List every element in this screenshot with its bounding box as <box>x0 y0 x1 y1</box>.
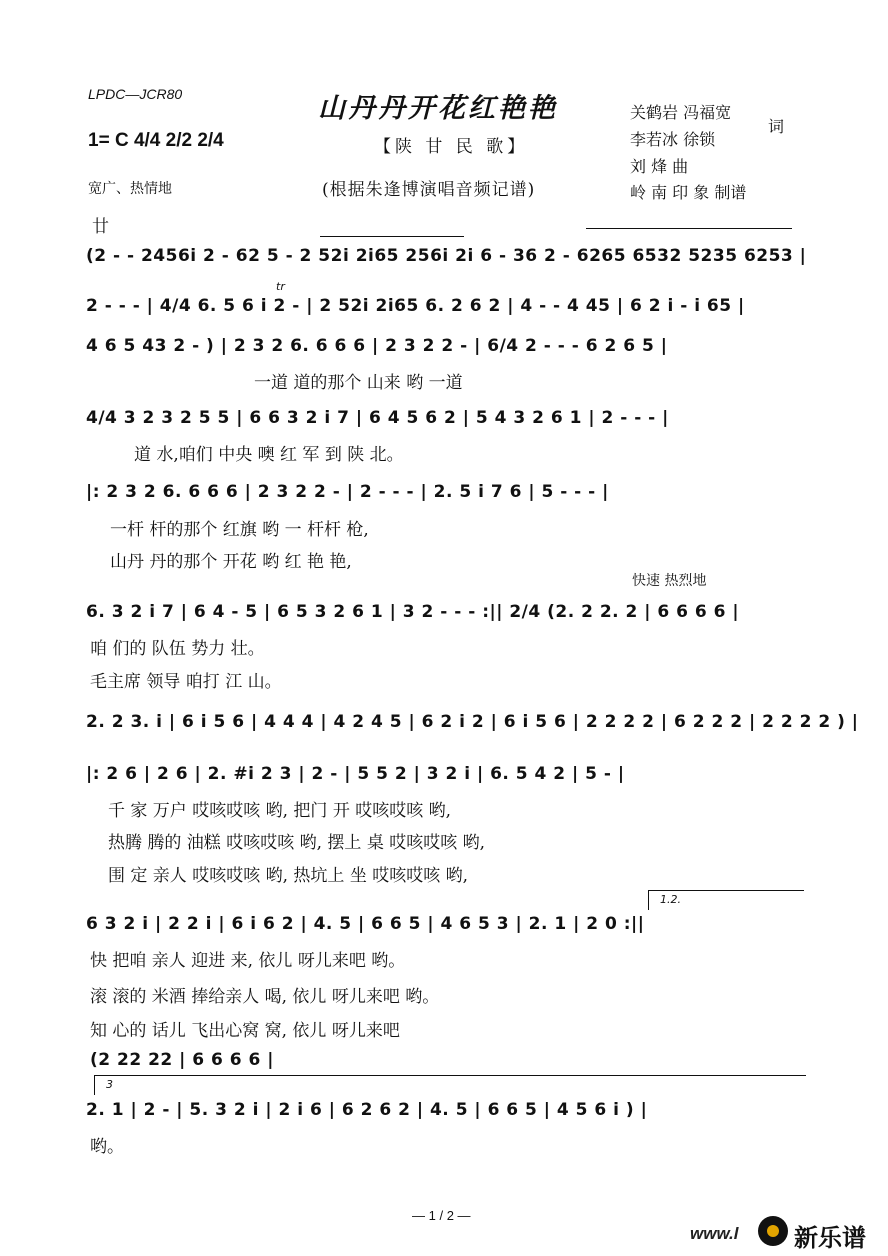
lyric-row-4: 道 水,咱们 中央 噢 红 军 到 陕 北。 <box>134 445 404 465</box>
lyric-row-3: 一道 道的那个 山来 哟 一道 <box>254 373 463 393</box>
lyric-row-5-verse-1: 一杆 杆的那个 红旗 哟 一 杆杆 枪, <box>110 520 369 540</box>
notation-row-3: 4 6 5 43 2 - ) | 2 3 2 6. 6 6 6 | 2 3 2 2 - | 6/4 2 - - - 6 2 6 5 | <box>86 336 668 356</box>
song-title: 山丹丹开花红艳艳 <box>318 93 558 124</box>
tempo-change: 快速 热烈地 <box>632 573 707 589</box>
notation-row-9: 6 3 2 i | 2 2 i | 6 i 6 2 | 4. 5 | 6 6 5 | 4 6 5 3 | 2. 1 | 2 0 :|| <box>86 914 645 934</box>
score-code: LPDC—JCR80 <box>88 86 183 102</box>
watermark-logo-icon <box>758 1216 788 1246</box>
volta-bracket-1-2 <box>648 890 804 891</box>
notation-row-6: 6. 3 2 i 7 | 6 4 - 5 | 6 5 3 2 6 1 | 3 2 - - - :|| 2/4 (2. 2 2. 2 | 6 6 6 6 | <box>86 602 740 622</box>
lyric-row-9-verse-2: 滚 滚的 米酒 捧给亲人 喝, 依儿 呀儿来吧 哟。 <box>90 987 440 1007</box>
volta-label-3: 3 <box>106 1078 113 1091</box>
transcription-source: (根据朱逢博演唱音频记谱) <box>322 180 536 200</box>
page-number-text: 1 / 2 <box>428 1208 454 1223</box>
notation-row-11: 2. 1 | 2 - | 5. 3 2 i | 2 i 6 | 6 2 6 2 | 4. 5 | 6 6 5 | 4 5 6 i ) | <box>86 1100 648 1120</box>
notation-row-1: (2 - - 2456i 2 - 62 5 - 2 52i 2i65 256i 2i 6 - 36 2 - 6265 6532 5235 6253 | <box>86 246 807 266</box>
lyric-row-11: 哟。 <box>90 1137 124 1157</box>
volta-bracket-3 <box>94 1075 806 1076</box>
song-genre: 【陕 甘 民 歌】 <box>374 137 529 157</box>
lyric-row-8-verse-1: 千 家 万户 哎咳哎咳 哟, 把门 开 哎咳哎咳 哟, <box>108 801 452 821</box>
watermark-brand: 新乐谱 <box>794 1224 866 1252</box>
lyric-row-5-verse-2: 山丹 丹的那个 开花 哟 红 艳 艳, <box>110 552 352 572</box>
page-number: — 1 / 2 — <box>412 1208 471 1223</box>
lyric-row-6-verse-1: 咱 们的 队伍 势力 壮。 <box>90 639 265 659</box>
lyric-row-6-verse-2: 毛主席 领导 咱打 江 山。 <box>90 672 282 692</box>
transcriber-line: 岭 南 印 象 制谱 <box>630 183 747 202</box>
notation-row-7: 2. 2 3. i | 6 i 5 6 | 4 4 4 | 4 2 4 5 | 6 2 i 2 | 6 i 5 6 | 2 2 2 2 | 6 2 2 2 | 2 2 2 2 ) | <box>86 712 859 732</box>
volta-label-1-2: 1.2. <box>660 893 681 906</box>
watermark-url: www.l <box>690 1224 739 1243</box>
notation-row-8: |: 2 6 | 2 6 | 2. #i 2 3 | 2 - | 5 5 2 | 3 2 i | 6. 5 4 2 | 5 - | <box>86 764 625 784</box>
lyrics-label: 词 <box>768 117 785 136</box>
trill-mark: tr <box>276 280 285 293</box>
notation-row-2: 2 - - - | 4/4 6. 5 6 i 2 - | 2 52i 2i65 6. 2 6 2 | 4 - - 4 45 | 6 2 i - i 65 | <box>86 296 745 316</box>
lyric-row-8-verse-3: 围 定 亲人 哎咳哎咳 哟, 热坑上 坐 哎咳哎咳 哟, <box>108 866 469 886</box>
notation-row-5: |: 2 3 2 6. 6 6 6 | 2 3 2 2 - | 2 - - - | 2. 5 i 7 6 | 5 - - - | <box>86 482 609 502</box>
slur-line <box>320 236 464 237</box>
lyric-row-9-verse-3: 知 心的 话儿 飞出心窝 窝, 依儿 呀儿来吧 <box>90 1021 400 1041</box>
notation-row-4: 4/4 3 2 3 2 5 5 | 6 6 3 2 i 7 | 6 4 5 6 2 | 5 4 3 2 6 1 | 2 - - - | <box>86 408 669 428</box>
volta-bracket-edge <box>94 1075 95 1095</box>
notation-row-10: (2 22 22 | 6 6 6 6 | <box>90 1050 274 1070</box>
lyric-row-9-verse-1: 快 把咱 亲人 迎进 来, 依儿 呀儿来吧 哟。 <box>90 951 406 971</box>
composer-line: 刘 烽 曲 <box>630 157 689 176</box>
key-signature: 1= C 4/4 2/2 2/4 <box>88 130 224 151</box>
volta-bracket-edge <box>648 890 649 910</box>
lyricists-line-2: 李若冰 徐锁 <box>630 130 716 149</box>
lyricists-line-1: 关鹤岩 冯福宽 <box>630 103 732 122</box>
fermata-mark: 廿 <box>92 217 110 237</box>
lyric-row-8-verse-2: 热腾 腾的 油糕 哎咳哎咳 哟, 摆上 桌 哎咳哎咳 哟, <box>108 833 486 853</box>
slur-line <box>586 228 792 229</box>
tempo-marking: 宽广、热情地 <box>88 181 172 197</box>
